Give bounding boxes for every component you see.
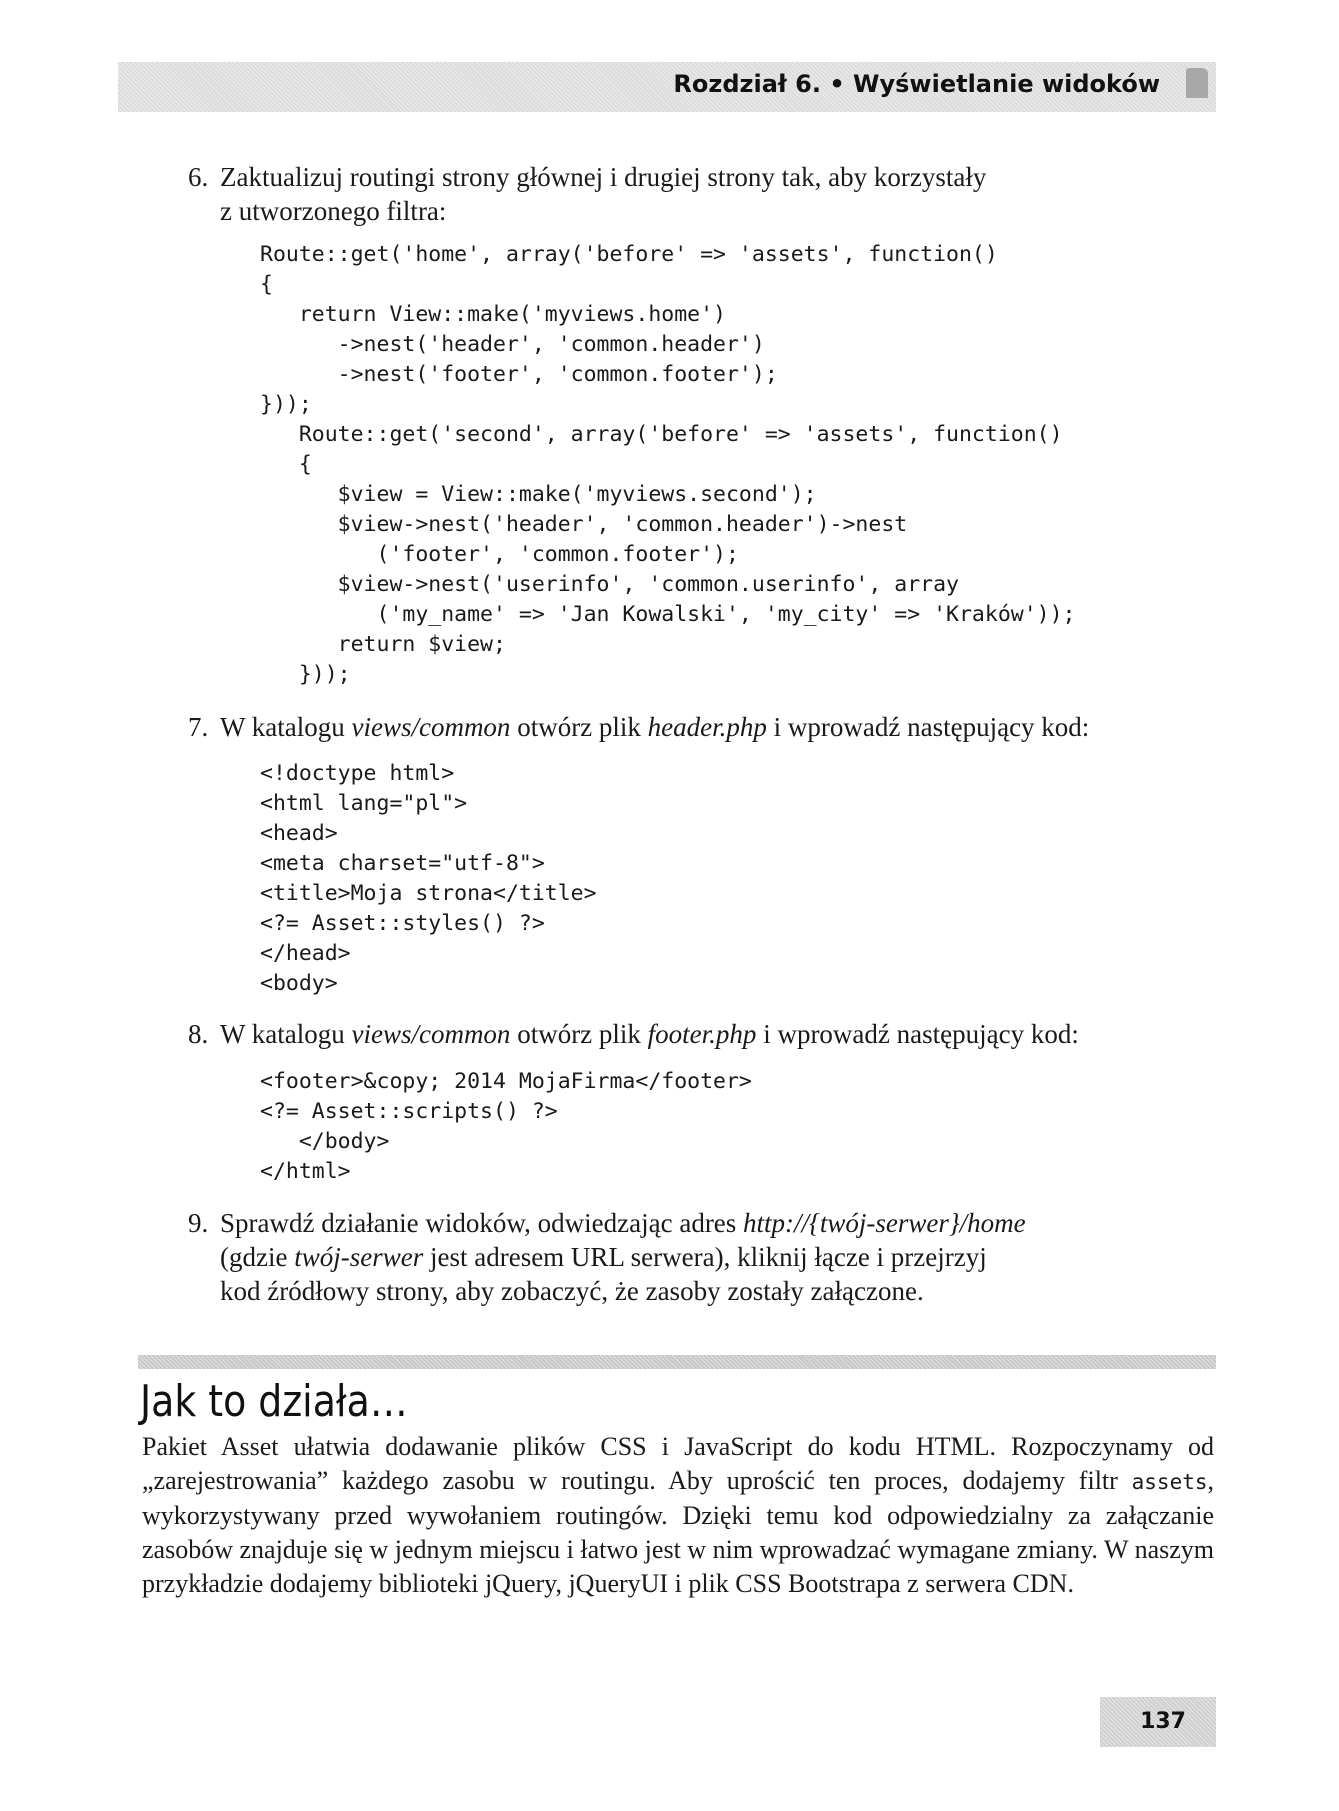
page-number-box: [1100, 1697, 1216, 1747]
step-text-continued: z utworzonego filtra:: [220, 196, 447, 226]
chapter-header-bar: [118, 62, 1216, 112]
step-text: Zaktualizuj routingi strony głównej i drugiej strony tak, aby korzystały: [220, 162, 987, 192]
directory-path: views/common: [351, 712, 511, 742]
bookmark-tab-icon: [1186, 68, 1208, 98]
step-7: 7. W katalogu views/common otwórz plik header.php i wprowadź następujący kod:: [188, 712, 1090, 742]
step-number: 8.: [188, 1019, 209, 1049]
directory-path: views/common: [351, 1019, 511, 1049]
section-paragraph: Pakiet Asset ułatwia dodawanie plików CSS i JavaScript do kodu HTML. Rozpoczynamy od „zarejestrowania” każdego zasobu w routingu. Aby uprościć ten proces, dodajemy filtr assets, wykorzystywany przed wywołaniem routingów. Dzięki temu kod odpowiedzialny za załączanie zasobów znajduje się w jednym miejscu i łatwo jest w nim wprowadzać wymagane zmiany. W naszym przykładzie dodajemy biblioteki jQuery, jQueryUI i plik CSS Bootstrapa z serwera CDN.: [142, 1432, 1214, 1598]
page-number: 137: [1140, 1709, 1186, 1734]
inline-code: assets: [1131, 1470, 1208, 1494]
url-text: http://{twój-serwer}/home: [743, 1208, 1026, 1238]
step-text-continued: kod źródłowy strony, aby zobaczyć, że zasoby zostały załączone.: [220, 1276, 924, 1306]
file-name: footer.php: [647, 1019, 757, 1049]
step-number: 7.: [188, 712, 209, 742]
code-block-routes: Route::get('home', array('before' => 'assets', function() { return View::make('myviews.home') ->nest('header', 'common.header') ->nest('footer', 'common.footer'); })); Route::get('second', array('before' => 'assets', function() { $view = View::make('myviews.second'); $view->nest('header', 'common.header')->nest ('footer', 'common.footer'); $view->nest('userinfo', 'common.userinfo', array ('my_name' => 'Jan Kowalski', 'my_city' => 'Kraków')); return $view; }));: [260, 242, 1076, 687]
section-divider: [138, 1355, 1216, 1369]
step-6: [188, 160, 986, 228]
step-8: 8. W katalogu views/common otwórz plik footer.php i wprowadź następujący kod:: [188, 1019, 1079, 1049]
code-block-footer: <footer>&copy; 2014 MojaFirma</footer> <?= Asset::scripts() ?> </body> </html>: [260, 1069, 752, 1184]
server-text: twój-serwer: [294, 1242, 424, 1272]
chapter-title: Rozdział 6. • Wyświetlanie widoków: [673, 70, 1160, 98]
file-name: header.php: [647, 712, 767, 742]
step-9: 9. Sprawdź działanie widoków, odwiedzając adres http://{twój-serwer}/home (gdzie twój-serwer jest adresem URL serwera), kliknij łącze i przejrzyj kod źródłowy strony, aby zobaczyć, że zasoby zostały załączone.: [188, 1208, 1026, 1306]
section-title: Jak to działa…: [140, 1376, 408, 1427]
code-block-header: <!doctype html> <html lang="pl"> <head> <meta charset="utf-8"> <title>Moja strona</title> <?= Asset::styles() ?> </head> <body>: [260, 761, 597, 996]
step-number: 9.: [188, 1208, 209, 1238]
step-number: 6.: [188, 162, 209, 192]
